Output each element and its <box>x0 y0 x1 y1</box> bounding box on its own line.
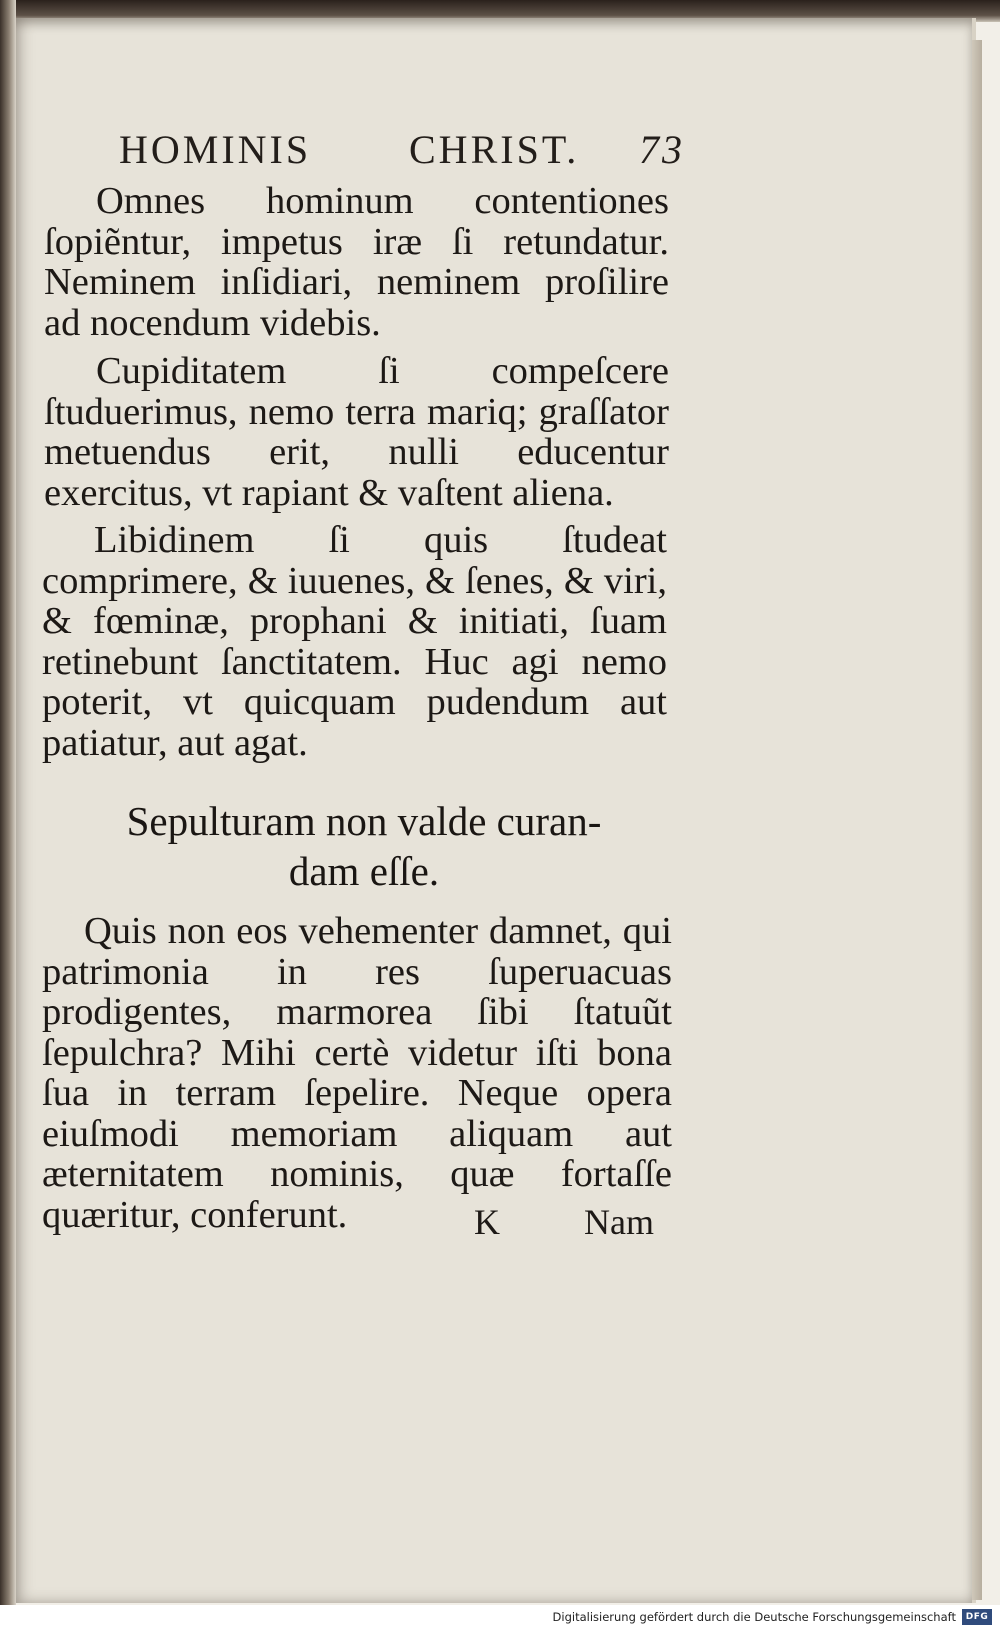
catchword: Nam <box>584 1202 654 1242</box>
section-heading-line-1: Sepulturam non valde curan- <box>126 798 602 844</box>
dfg-logo: DFG <box>962 1609 992 1625</box>
scan-left-edge <box>0 0 16 1632</box>
paragraph-1: Omnes hominum contentiones ſopiẽntur, impetus iræ ſi retundatur. Neminem inſidiari, neminem proſilire ad nocendum videbis. <box>44 180 669 344</box>
running-head <box>119 126 699 176</box>
funding-credit: Digitalisierung gefördert durch die Deutsche Forschungsgemeinschaft <box>552 1610 956 1624</box>
page-number: 73 <box>639 127 685 172</box>
paragraph-3: Libidinem ſi quis ſtudeat comprimere, & iuuenes, & ſenes, & viri, & fœminæ, prophani & initiati, ſuam retinebunt ſanctitatem. Huc agi nemo poterit, vt quicquam pudendum aut patiatur, aut agat. <box>42 519 667 764</box>
page-fore-edge <box>972 40 982 1600</box>
section-heading-line-2: dam eſſe. <box>288 848 440 894</box>
book-page <box>12 18 976 1603</box>
paragraph-2: Cupiditatem ſi compeſcere ſtuduerimus, nemo terra mariq; graſſator metuendus erit, nulli educentur exercitus, vt rapiant & vaſtent aliena. <box>44 350 669 514</box>
paragraph-4: Quis non eos vehementer damnet, qui patrimonia in res ſuperuacuas prodigentes, marmorea ſibi ſtatuũt ſepulchra? Mihi certè videtur iſti bona ſua in terram ſepelire. Neque opera eiuſmodi memoriam aliquam aut æternitatem nominis, quæ fortaſſe quæritur, conferunt. <box>42 910 672 1236</box>
section-heading <box>64 796 664 896</box>
running-head-left: HOMINIS <box>119 127 312 172</box>
footer-bar <box>0 1605 1000 1632</box>
signature-mark: K <box>474 1202 500 1242</box>
running-head-middle: CHRIST. <box>409 127 580 172</box>
